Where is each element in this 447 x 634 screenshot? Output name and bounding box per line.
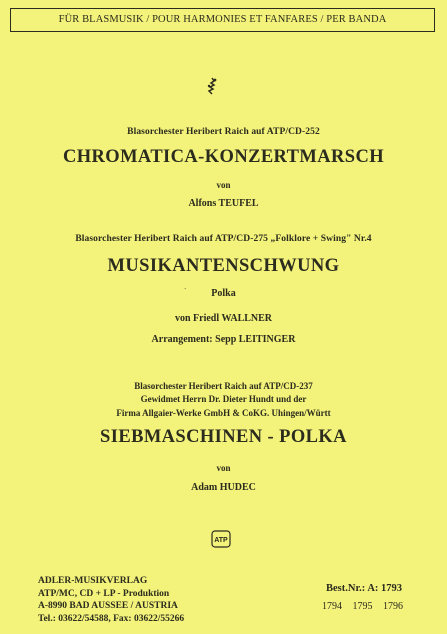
piece1-composer: Alfons TEUFEL [188,198,259,209]
piece2-composer: von Friedl WALLNER [174,313,273,324]
piece2-arrangement: Arrangement: Sepp LEITINGER [151,334,296,345]
publisher-contact: Tel.: 03622/54588, Fax: 03622/55266 [38,613,185,624]
header-banner: FÜR BLASMUSIK / POUR HARMONIES ET FANFARES / PER BANDA [10,8,435,32]
atp-stamp-icon [211,530,231,548]
piece1-recording: Blasorchester Heribert Raich auf ATP/CD-252 [127,127,320,137]
order-number-item: 1795 [352,601,373,612]
piece2-subtitle: Polka [211,288,236,299]
piece3-composer: Adam HUDEC [191,482,256,493]
order-number: Best.Nr.: A: 1793 [326,583,403,594]
order-number-list [322,601,411,612]
musician-logo-icon [205,77,219,95]
tick-mark: ´ [184,287,187,295]
piece2-title: MUSIKANTENSCHWUNG [107,256,340,276]
piece3-dedication-1: Gewidmet Herrn Dr. Dieter Hundt und der [140,394,307,404]
order-number-item: 1796 [383,601,403,612]
piece3-dedication-2: Firma Allgaier-Werke GmbH & CoKG. Uhingen/Württ [116,408,331,418]
stamp-text: ATP [214,537,228,544]
publisher-address: A-8990 BAD AUSSEE / AUSTRIA [38,601,178,611]
piece1-von: von [216,180,231,190]
publisher-name: ADLER-MUSIKVERLAG [38,576,148,586]
piece3-von: von [216,463,231,473]
piece1-title: CHROMATICA-KONZERTMARSCH [62,147,385,167]
piece3-title: SIEBMASCHINEN - POLKA [100,427,347,447]
publisher-production: ATP/MC, CD + LP - Produktion [38,588,170,599]
piece3-recording: Blasorchester Heribert Raich auf ATP/CD-237 [134,381,313,391]
order-number-item: 1794 [322,601,342,612]
publisher-block [38,575,184,625]
piece2-recording: Blasorchester Heribert Raich auf ATP/CD-275 „Folklore + Swing" Nr.4 [75,234,372,244]
